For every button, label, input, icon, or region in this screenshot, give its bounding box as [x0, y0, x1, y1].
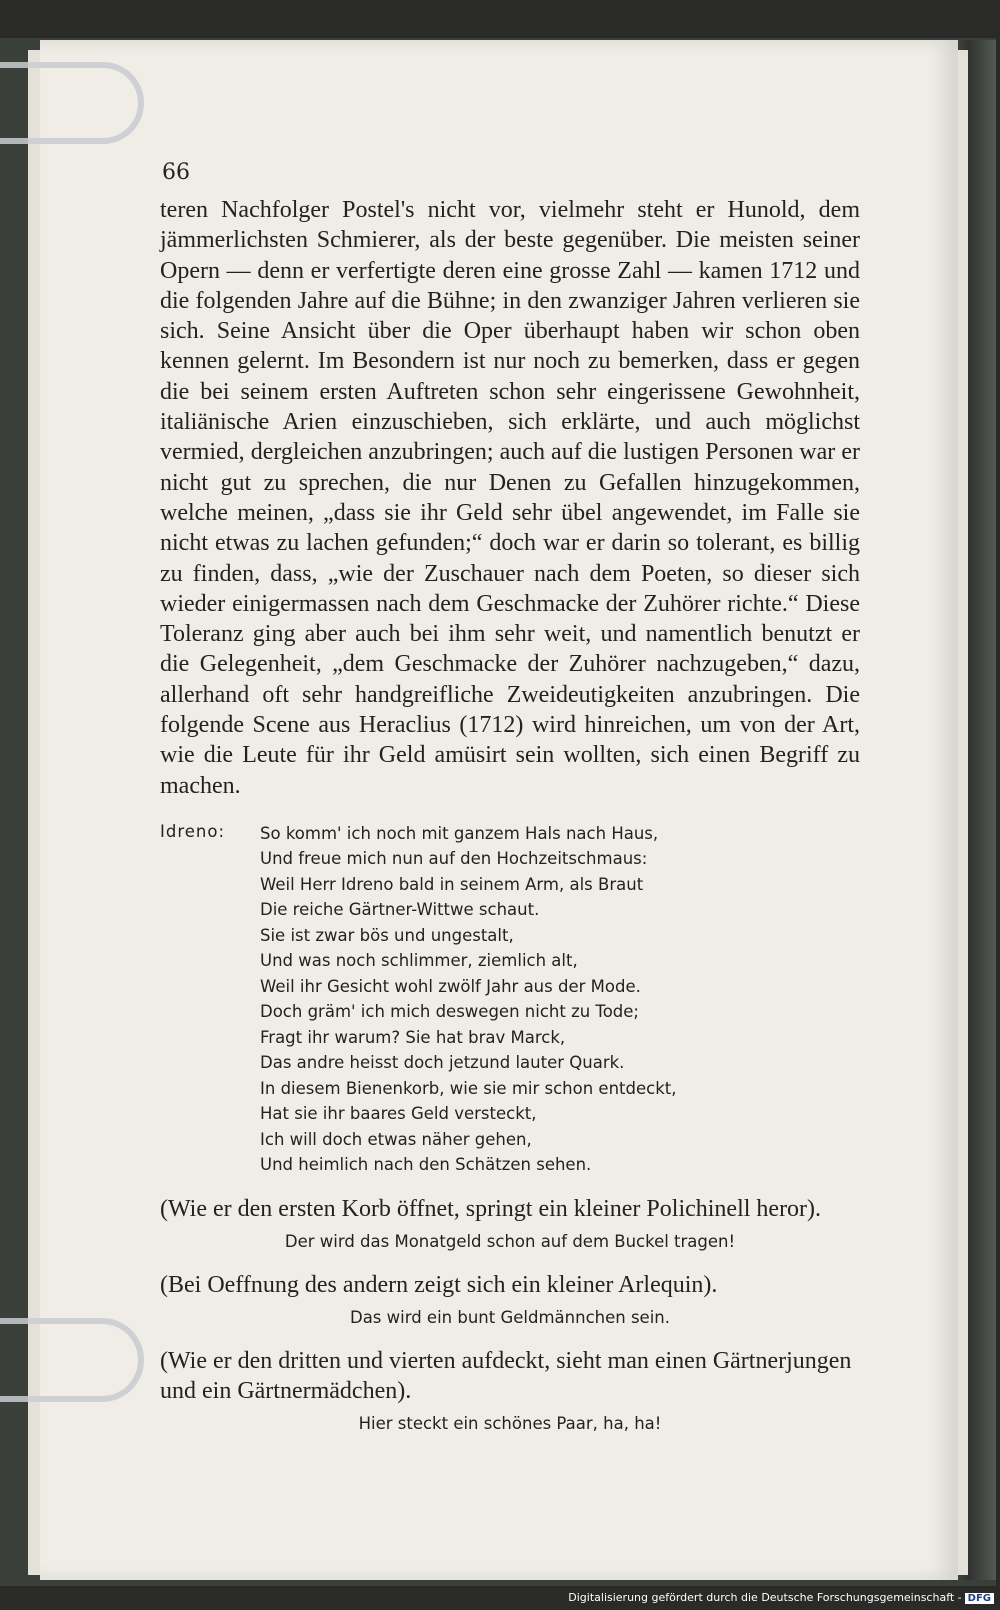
stage-direction: (Bei Oeffnung des andern zeigt sich ein kleiner Arlequin). — [160, 1271, 718, 1298]
prose-paragraph: teren Nachfolger Postel's nicht vor, vielmehr steht er Hunold, dem jämmerlichsten Schmierer, als der beste gegenüber. Die meisten seiner Opern — denn er verfertigte deren eine grosse Zahl — kamen 1712 und die folgenden Jahre auf die Bühne; in den zwanziger Jahren verlieren sie sich. Seine Ansicht über die Oper überhaupt haben wir schon oben kennen gelernt. Im Besondern ist nur noch zu bemerken, dass er gegen die bei seinem ersten Auftreten schon sehr eingerissene Gewohnheit, italiänische Arien einzuschieben, sich erklärte, und auch möglichst vermied, dergleichen anzubringen; auch auf die lustigen Personen war er nicht gut zu sprechen, die nur Denen zu Gefallen hinzugekommen, welche meinen, „dass sie ihr Geld sehr übel angewendet, im Falle sie nicht etwas zu lachen gefunden;“ doch war er darin so tolerant, es billig zu finden, dass, „wie der Zuschauer nach dem Poeten, so dieser sich wieder einigermassen nach dem Geschmacke der Zuhörer richte.“ Diese Toleranz ging aber auch bei ihm sehr weit, und namentlich benutzt er die Gelegenheit, „dem Geschmacke der Zuhörer nachzugeben,“ dazu, allerhand oft sehr handgreifliche Zweideutigkeiten anzubringen. Die folgende Scene aus Heraclius (1712) wird hinreichen, um von der Art, wie die Leute für ihr Geld amüsirt sein wollten, sich einen Begriff zu machen. — [160, 197, 860, 799]
verse-line: So komm' ich noch mit ganzem Hals nach Haus, — [260, 823, 659, 843]
verse-lines — [260, 821, 860, 1178]
verse-line: Und freue mich nun auf den Hochzeitschmaus: — [260, 849, 648, 869]
credit-text: Digitalisierung gefördert durch die Deutsche Forschungsgemeinschaft - — [568, 1591, 962, 1604]
stage-direction: (Wie er den dritten und vierten aufdeckt, sieht man einen Gärtnerjungen und ein Gärtnermädchen). — [160, 1347, 852, 1404]
page-number: 66 — [162, 160, 190, 185]
page-clip-bottom — [0, 1318, 144, 1402]
verse-line: Fragt ihr warum? Sie hat brav Marck, — [260, 1027, 566, 1047]
dfg-logo: DFG — [965, 1593, 994, 1604]
verse-line: Doch gräm' ich mich deswegen nicht zu Tode; — [260, 1002, 639, 1022]
verse-line: Weil Herr Idreno bald in seinem Arm, als Braut — [260, 874, 644, 894]
spoken-line: Der wird das Monatgeld schon auf dem Buckel tragen! — [284, 1231, 736, 1251]
verse-block — [160, 821, 860, 1178]
page-clip-top — [0, 62, 144, 144]
verse-line: Und heimlich nach den Schätzen sehen. — [260, 1155, 592, 1175]
stage-direction: (Wie er den ersten Korb öffnet, springt ein kleiner Polichinell heror). — [160, 1195, 822, 1222]
verse-line: Ich will doch etwas näher gehen, — [260, 1129, 532, 1149]
verse-line: Das andre heisst doch jetzund lauter Quark. — [260, 1053, 625, 1073]
prose-block — [160, 195, 860, 801]
verse-line: Und was noch schlimmer, ziemlich alt, — [260, 951, 578, 971]
verse-line: Weil ihr Gesicht wohl zwölf Jahr aus der Mode. — [260, 976, 641, 996]
verse-line: Die reiche Gärtner-Wittwe schaut. — [260, 900, 540, 920]
verse-line: Sie ist zwar bös und ungestalt, — [260, 925, 514, 945]
spoken-line: Das wird ein bunt Geldmännchen sein. — [349, 1307, 670, 1327]
spoken-line: Hier steckt ein schönes Paar, ha, ha! — [358, 1413, 662, 1433]
verse-line: Hat sie ihr baares Geld versteckt, — [260, 1104, 537, 1124]
page-content — [160, 160, 860, 1436]
digitization-credit — [568, 1591, 994, 1604]
verse-line: In diesem Bienenkorb, wie sie mir schon entdeckt, — [260, 1078, 677, 1098]
speaker-name: Idreno: — [160, 821, 226, 841]
